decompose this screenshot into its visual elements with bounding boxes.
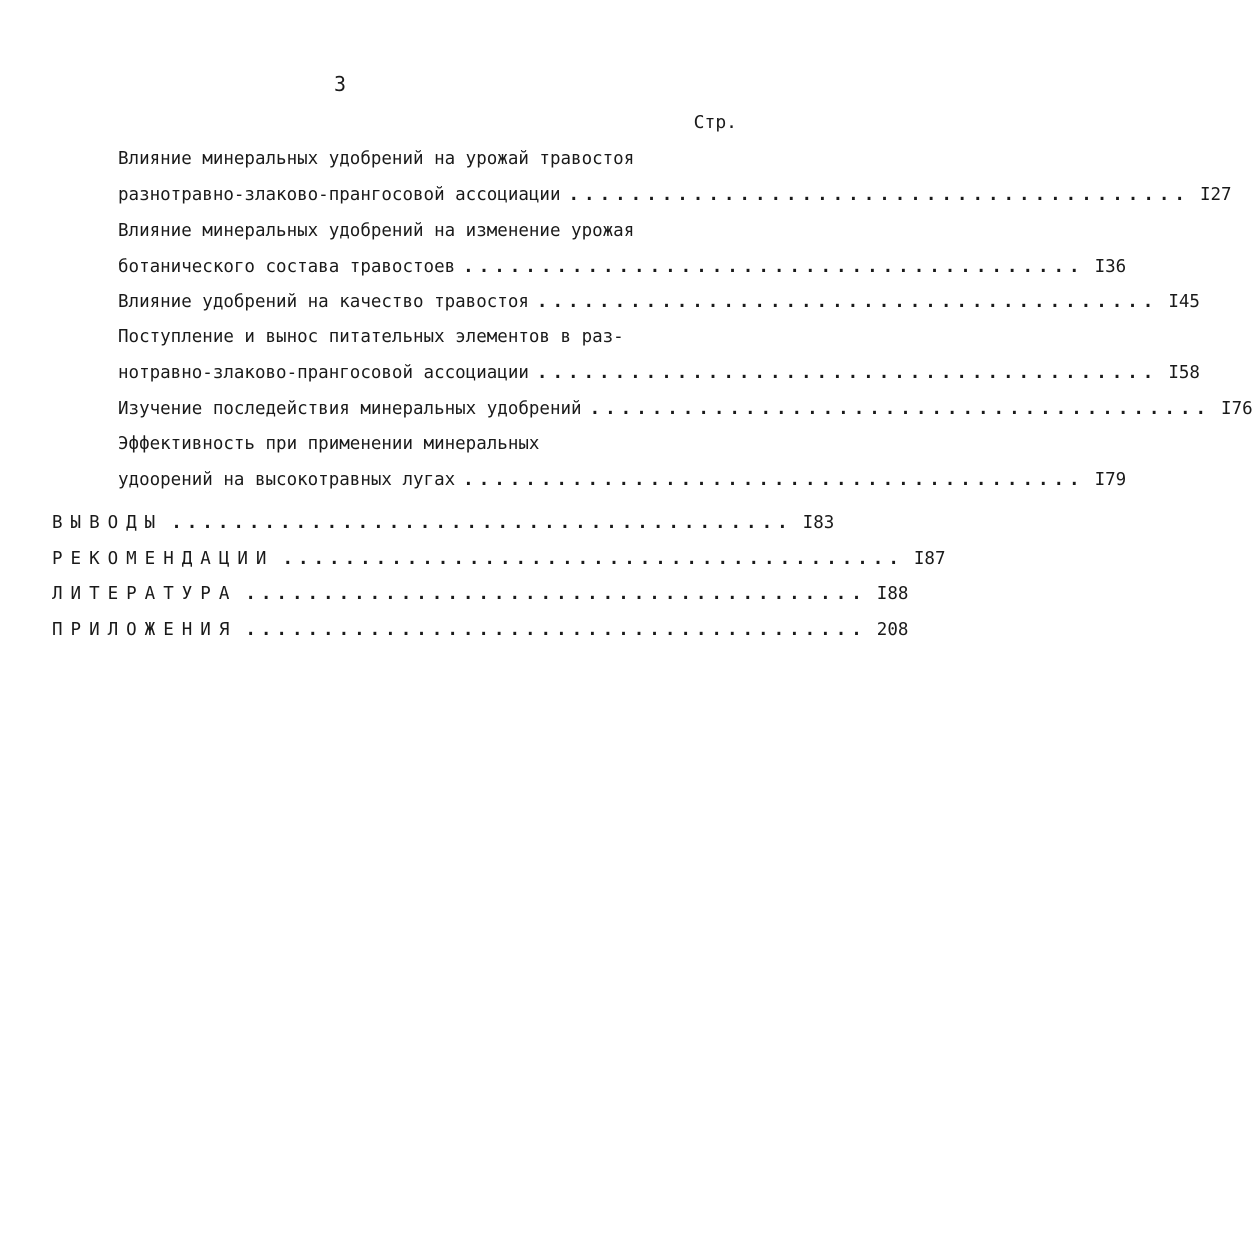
toc-page-ref: I87 bbox=[913, 549, 946, 569]
toc-entry-line: разнотравно-злаково-прангосовой ассоциации ........................................ I27 bbox=[118, 182, 738, 208]
toc-page-ref: I36 bbox=[1094, 257, 1127, 277]
leader-dots: ........................................ bbox=[171, 513, 793, 533]
page-number: 3 bbox=[333, 72, 347, 96]
toc-page-ref: I83 bbox=[802, 513, 835, 533]
leader-dots: ........................................ bbox=[282, 549, 904, 569]
toc-page-ref: I45 bbox=[1168, 292, 1200, 312]
toc-entry-line: Изучение последействия минеральных удобрений ........................................ I76 bbox=[118, 396, 738, 422]
toc-section-vyvody: ВЫВОДЫ ........................................ I83 bbox=[52, 510, 738, 536]
toc-page-ref: I76 bbox=[1221, 399, 1253, 419]
toc-entry-line: Влияние минеральных удобрений на урожай травостоя bbox=[118, 149, 635, 169]
toc-entry-line: Эффективность при применении минеральных bbox=[118, 434, 540, 454]
leader-dots: ........................................ bbox=[536, 292, 1159, 312]
leader-dots: ........................................ bbox=[463, 257, 1085, 277]
toc-page-ref: I27 bbox=[1199, 185, 1232, 205]
toc-entry-line: Влияние удобрений на качество травостоя ........................................ I45 bbox=[118, 289, 738, 315]
leader-dots: ........................................ bbox=[589, 399, 1212, 419]
toc-entry-line: Поступление и вынос питательных элементов в раз- bbox=[118, 327, 624, 347]
toc-page-ref: I88 bbox=[876, 584, 909, 604]
toc-page-ref: 208 bbox=[876, 620, 909, 640]
page-column-label: Стр. bbox=[693, 112, 737, 133]
toc-section-literatura: ЛИТЕРАТУРА ........................................ I88 bbox=[52, 581, 738, 607]
leader-dots: ........................................ bbox=[536, 363, 1159, 383]
toc-page-ref: I58 bbox=[1168, 363, 1200, 383]
leader-dots: ........................................ bbox=[245, 584, 867, 604]
toc-page-ref: I79 bbox=[1094, 470, 1127, 490]
toc-entry-line: Влияние минеральных удобрений на изменение урожая bbox=[118, 221, 635, 241]
leader-dots: ........................................ bbox=[568, 185, 1190, 205]
toc-entry-line: удоорений на высокотравных лугах ........................................ I79 bbox=[118, 467, 738, 493]
toc-section-prilozheniya: ПРИЛОЖЕНИЯ ........................................ 208 bbox=[52, 617, 738, 643]
toc-entry-line: нотравно-злаково-прангосовой ассоциации ........................................ I58 bbox=[118, 360, 738, 386]
toc-section-rekomendatsii: РЕКОМЕНДАЦИИ ........................................ I87 bbox=[52, 546, 738, 572]
leader-dots: ........................................ bbox=[463, 470, 1085, 490]
leader-dots: ........................................ bbox=[245, 620, 867, 640]
toc-entry-line: ботанического состава травостоев ........................................ I36 bbox=[118, 254, 738, 280]
